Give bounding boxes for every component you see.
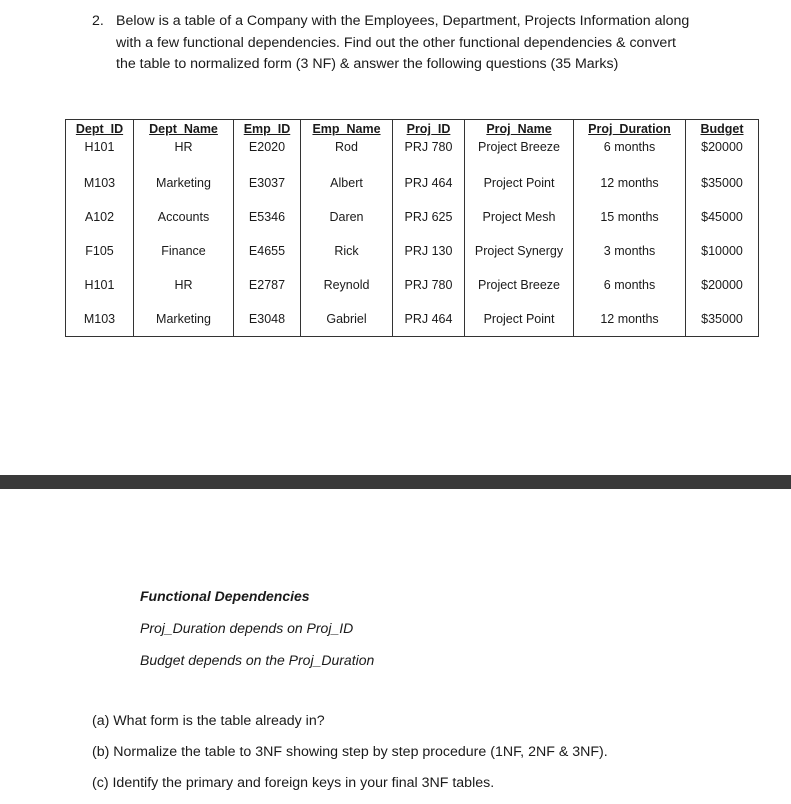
- cell-dept-id: M103: [66, 166, 134, 200]
- cell-dept-id: M103: [66, 302, 134, 337]
- cell-proj-name: Project Breeze: [465, 138, 574, 166]
- page-divider: [0, 475, 791, 489]
- cell-dept-id: A102: [66, 200, 134, 234]
- question-text: [116, 11, 756, 76]
- cell-dept-name: Marketing: [134, 166, 234, 200]
- cell-budget: $35000: [686, 302, 759, 337]
- cell-dept-id: H101: [66, 138, 134, 166]
- question-line-3: the table to normalized form (3 NF) & answer the following questions (35 Marks): [116, 56, 619, 72]
- header-proj-name: Proj_Name: [465, 120, 574, 139]
- cell-proj-name: Project Point: [465, 166, 574, 200]
- table-row: [66, 166, 759, 200]
- cell-proj-duration: 3 months: [574, 234, 686, 268]
- cell-proj-name: Project Synergy: [465, 234, 574, 268]
- cell-dept-name: Finance: [134, 234, 234, 268]
- cell-dept-name: HR: [134, 138, 234, 166]
- cell-proj-name: Project Point: [465, 302, 574, 337]
- cell-proj-name: Project Mesh: [465, 200, 574, 234]
- cell-emp-id: E4655: [234, 234, 301, 268]
- cell-proj-id: PRJ 464: [393, 166, 465, 200]
- cell-budget: $20000: [686, 268, 759, 302]
- cell-emp-name: Rod: [301, 138, 393, 166]
- dependencies-title: Functional Dependencies: [140, 588, 310, 604]
- subquestion-b: (b) Normalize the table to 3NF showing step by step procedure (1NF, 2NF & 3NF).: [92, 744, 608, 760]
- cell-emp-name: Reynold: [301, 268, 393, 302]
- cell-proj-id: PRJ 625: [393, 200, 465, 234]
- cell-budget: $45000: [686, 200, 759, 234]
- cell-dept-name: Accounts: [134, 200, 234, 234]
- table-row: [66, 302, 759, 337]
- cell-emp-name: Daren: [301, 200, 393, 234]
- header-dept-name: Dept_Name: [134, 120, 234, 139]
- header-emp-id: Emp_ID: [234, 120, 301, 139]
- header-emp-name: Emp_Name: [301, 120, 393, 139]
- cell-proj-duration: 12 months: [574, 166, 686, 200]
- cell-proj-id: PRJ 780: [393, 138, 465, 166]
- cell-budget: $20000: [686, 138, 759, 166]
- cell-emp-id: E2020: [234, 138, 301, 166]
- cell-emp-id: E3048: [234, 302, 301, 337]
- functional-dependencies: [140, 587, 640, 683]
- header-proj-id: Proj_ID: [393, 120, 465, 139]
- subquestion-c: (c) Identify the primary and foreign keys in your final 3NF tables.: [92, 775, 495, 791]
- table-row: [66, 200, 759, 234]
- company-table: [65, 119, 759, 337]
- cell-emp-name: Albert: [301, 166, 393, 200]
- table-header-row: [66, 120, 759, 139]
- header-dept-id: Dept_ID: [66, 120, 134, 139]
- table-row: [66, 234, 759, 268]
- cell-emp-id: E2787: [234, 268, 301, 302]
- cell-emp-id: E3037: [234, 166, 301, 200]
- question-line-1: Below is a table of a Company with the Employees, Department, Projects Information along: [116, 13, 690, 29]
- table-row: [66, 138, 759, 166]
- dependency-item: Proj_Duration depends on Proj_ID: [140, 620, 354, 636]
- question-line-2: with a few functional dependencies. Find out the other functional dependencies & convert: [116, 34, 676, 51]
- cell-proj-name: Project Breeze: [465, 268, 574, 302]
- cell-dept-id: F105: [66, 234, 134, 268]
- cell-dept-name: Marketing: [134, 302, 234, 337]
- cell-budget: $10000: [686, 234, 759, 268]
- header-budget: Budget: [686, 120, 759, 139]
- header-proj-duration: Proj_Duration: [574, 120, 686, 139]
- subquestion-a: (a) What form is the table already in?: [92, 713, 325, 729]
- cell-dept-name: HR: [134, 268, 234, 302]
- cell-emp-id: E5346: [234, 200, 301, 234]
- cell-proj-duration: 12 months: [574, 302, 686, 337]
- subquestions: [92, 711, 772, 804]
- table-row: [66, 268, 759, 302]
- cell-proj-id: PRJ 464: [393, 302, 465, 337]
- cell-dept-id: H101: [66, 268, 134, 302]
- cell-budget: $35000: [686, 166, 759, 200]
- cell-proj-id: PRJ 780: [393, 268, 465, 302]
- dependency-item: Budget depends on the Proj_Duration: [140, 652, 375, 668]
- question-number: 2.: [92, 13, 104, 29]
- cell-proj-id: PRJ 130: [393, 234, 465, 268]
- cell-proj-duration: 15 months: [574, 200, 686, 234]
- cell-proj-duration: 6 months: [574, 138, 686, 166]
- cell-emp-name: Rick: [301, 234, 393, 268]
- cell-emp-name: Gabriel: [301, 302, 393, 337]
- cell-proj-duration: 6 months: [574, 268, 686, 302]
